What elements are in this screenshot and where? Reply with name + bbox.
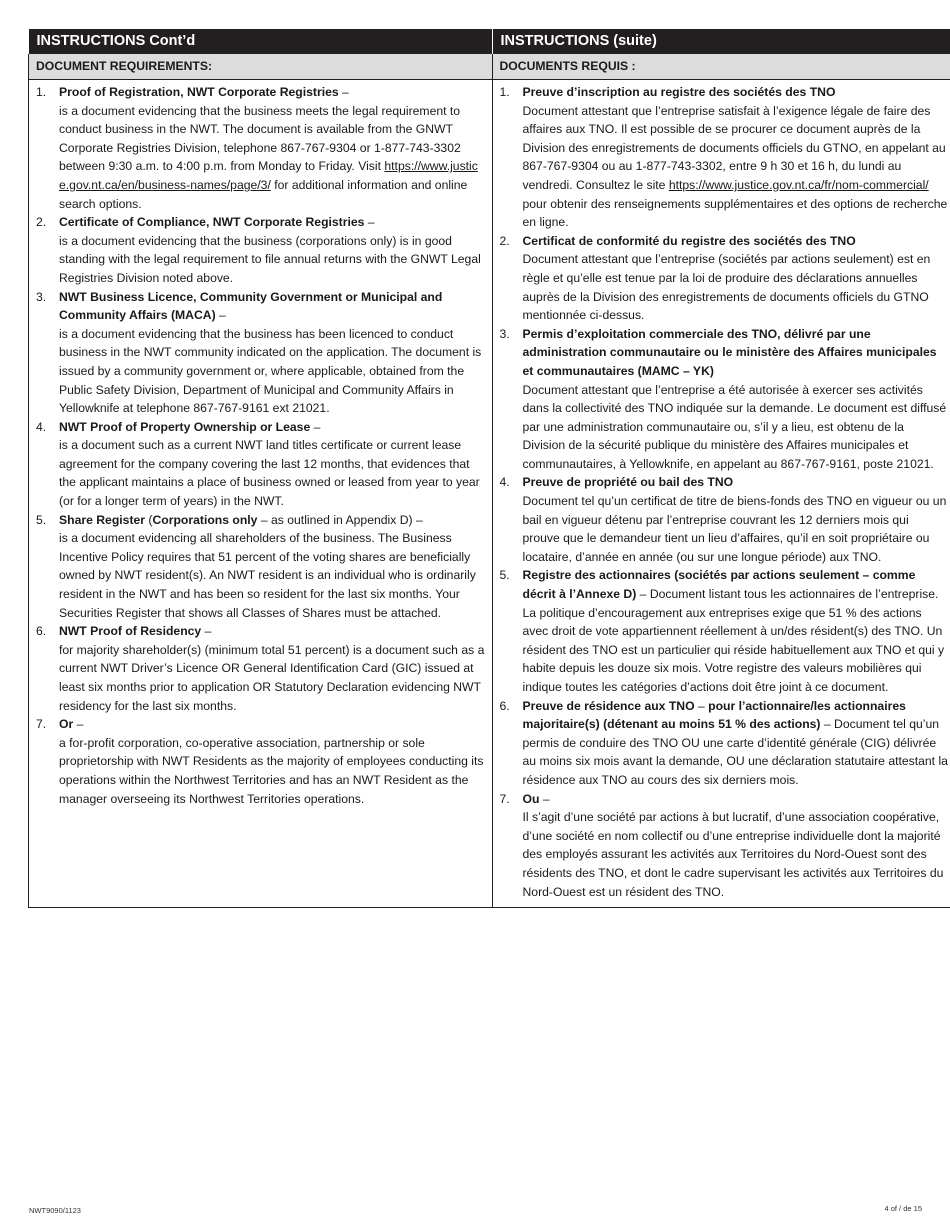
list-item: 2. Certificate of Compliance, NWT Corporate Registries – is a document evidencing that the business (corporations only) is in good standing with the legal requirement to file annual returns with the GNWT Legal Registries Division noted above. (36, 215, 481, 285)
french-requirements (492, 80, 950, 908)
item-title: Ou (522, 791, 540, 806)
form-code: NWT9090/1123 (29, 1206, 81, 1215)
list-item: 4. Preuve de propriété ou bail des TNO Document tel qu’un certificat de titre de biens-fonds des TNO en vigueur ou un bail en vigueur détenu par l’entreprise couvrant les 12 derniers mois qui prouve que le demandeur tient un lieu d’affaires, qu’il en soit propriétaire ou locataire, d’année en année (ou sur une longue période) aux TNO. (499, 475, 947, 564)
english-requirements (29, 80, 493, 908)
list-item: 7. Ou – Il s’agit d’une société par actions à but lucratif, d’une association coopérative, d’une société en nom collectif ou d’une entreprise individuelle dont la majorité des employés assurant les activités aux Territoires du Nord-Ouest sont des résidents des TNO, et dont le cadre supervisant les activités aux Territoires du Nord-Ouest est un résident des TNO. (499, 791, 944, 899)
item-text: Document attestant que l’entreprise a été autorisée à exercer ses activités dans la collectivité des TNO indiquée sur la demande. Le document est diffusé par une administration communautaire ou, s’il y a lieu, est obtenu de la Division de la sécurité publique du ministère des Affaires municipales et communautaires, à Yellowknife, en appelant au 867-767-9161, poste 21021. (522, 382, 947, 471)
item-title: NWT Proof of Residency (59, 624, 202, 639)
item-title: Preuve d’inscription au registre des sociétés des TNO (522, 85, 836, 99)
item-text: – Document tel qu’un permis de conduire des TNO OU une carte d’identité générale (CIG) délivrée au moins six mois avant la demande, OU une déclaration statutaire attestant la résidence aux TNO au cours des six derniers mois. (522, 717, 948, 787)
page-number: 4 of / de 15 (884, 1204, 922, 1213)
item-text: Il s’agit d’une société par actions à but lucratif, d’une association coopérative, d’une société en nom collectif ou d’une entreprise individuelle dont la majorité des employés assurant les activités aux Territoires du Nord-Ouest sont des résidents des TNO, et dont le cadre supervisant les activités aux Territoires du Nord-Ouest est un résident des TNO. (522, 810, 944, 899)
item-text: is a document evidencing that the business (corporations only) is in good standing with the legal requirement to file annual returns with the GNWT Legal Registries Division noted above. (59, 233, 481, 285)
list-item: 6. Preuve de résidence aux TNO – pour l’actionnaire/les actionnaires majoritaire(s) (détenant au moins 51 % des actions) – Document tel qu’un permis de conduire des TNO OU une carte d’identité générale (CIG) délivrée au moins six mois avant la demande, OU une déclaration statutaire attestant la résidence aux TNO au cours des six derniers mois. (499, 698, 948, 787)
english-header: INSTRUCTIONS Cont’d (29, 29, 493, 54)
item-title: Preuve de propriété ou bail des TNO (522, 475, 734, 490)
list-item: 7. Or – a for-profit corporation, co-operative association, partnership or sole proprietorship with NWT Residents as the majority of employees conducting its operations within the Northwest Territories and has an NWT Resident as the manager overseeing its Northwest Territories operations. (36, 717, 484, 806)
french-header: INSTRUCTIONS (suite) (492, 29, 950, 54)
item-title: NWT Business Licence, Community Government or Municipal and Community Affairs (MACA) (59, 289, 443, 323)
list-item: 1. Preuve d’inscription au registre des sociétés des TNO Document attestant que l’entreprise satisfait à l’exigence légale de faire des affaires aux TNO. Il est possible de se procurer ce document auprès de la Division des enregistrements de documents officiels du GTNO, en appelant au 867-767-9304 ou au 1-877-743-3302, entre 9 h 30 et 16 h, du lundi au vendredi. Consultez le site https://www.justice.gov.nt.ca/fr/nom-commercial/ pour obtenir des renseignements supplémentaires et des options de recherche en ligne. (499, 85, 948, 230)
item-text: for majority shareholder(s) (minimum total 51 percent) is a document such as a current NWT Driver’s Licence OR General Identification Card (GIC) issued at least six months prior to application OR Statutory Declaration evidencing NWT residency for the last six months. (59, 642, 485, 713)
item-text: Document attestant que l’entreprise (sociétés par actions seulement) est en règle et qu’elle est tenue par la loi de produire des déclarations annuelles auprès de la Division des enregistrements de documents officiels du GTNO mentionnée ci-dessus. (522, 252, 931, 323)
item-text: is a document evidencing that the business has been licenced to conduct business in the NWT community indicated on the application. The document is issued by a community government or, where applicable, obtained from the Public Safety Division, Department of Municipal and Community Affairs in Yellowknife at telephone 867-767-9161 ext 21021. (59, 326, 482, 416)
list-item: 5. Share Register (Corporations only – as outlined in Appendix D) – is a document evidencing all shareholders of the business. The Business Incentive Policy requires that 51 percent of the voting shares are beneficially owned by NWT resident(s). An NWT resident is an individual who is ordinarily resident in the NWT and has been so resident for the last six months. Your Securities Register that shows all Classes of Shares must be attached. (36, 512, 476, 620)
item-text: is a document evidencing that the business meets the legal requirement to conduct business in the NWT. The document is available from the GNWT Corporate Registries Division, telephone 867-767-9304 or 1-877-743-3302 between 9:30 a.m. to 4:00 p.m. from Monday to Friday. Visit (59, 103, 461, 174)
list-item: 4. NWT Proof of Property Ownership or Lease – is a document such as a current NWT land titles certificate or current lease agreement for the company covering the last 12 months, that evidences that the applicant maintains a place of business owned or leased from year to year (or for a longer term of years) in the NWT. (36, 419, 480, 509)
list-item: 5. Registre des actionnaires (sociétés par actions seulement – comme décrit à l’Annexe D) – Document listant tous les actionnaires de l’entreprise. La politique d’encouragement aux entreprises exige que 51 % des actions avec droit de vote appartiennent réellement à un/des résident(s) des TNO. Un résident des TNO est un particulier qui réside habituellement aux TNO et qui y habite depuis les douze six mois. Votre registre des valeurs mobilières qui indique toutes les catégories d’actions doit être joint à ce document. (499, 568, 945, 694)
list-item: 3. Permis d’exploitation commerciale des TNO, délivré par une administration communautaire ou le ministère des Affaires municipales et communautaires (MAMC – YK) Document attestant que l’entreprise a été autorisée à exercer ses activités dans la collectivité des TNO indiquée sur la demande. Le document est diffusé par une administration communautaire ou, s’il y a lieu, est obtenu de la Division de la sécurité publique du ministère des Affaires municipales et communautaires, à Yellowknife, en appelant au 867-767-9161, poste 21021. (499, 326, 947, 471)
instructions-table (28, 29, 950, 908)
item-title: Certificate of Compliance, NWT Corporate Registries (59, 215, 365, 230)
list-item: 1. Proof of Registration, NWT Corporate Registries – is a document evidencing that the business meets the legal requirement to conduct business in the NWT. The document is available from the GNWT Corporate Registries Division, telephone 867-767-9304 or 1-877-743-3302 between 9:30 a.m. to 4:00 p.m. from Monday to Friday. Visit https://www.justice.gov.nt.ca/en/business-names/page/3/ for additional information and online search options. (36, 85, 478, 211)
item-title: Share Register (59, 512, 146, 527)
english-subheader: DOCUMENT REQUIREMENTS: (29, 54, 493, 80)
item-title: Preuve de résidence aux TNO (522, 698, 695, 713)
item-title: Registre des actionnaires (sociétés par actions seulement – comme décrit à l’Annexe D) (522, 568, 916, 602)
item-title: Proof of Registration, NWT Corporate Registries (59, 85, 339, 99)
item-text: is a document evidencing all shareholders of the business. The Business Incentive Policy requires that 51 percent of the voting shares are beneficially owned by NWT resident(s). An NWT resident is an individual who is ordinarily resident in the NWT and has been so resident for the last six months. Your Securities Register that shows all Classes of Shares must be attached. (59, 531, 476, 620)
item-text: Document tel qu’un certificat de titre de biens-fonds des TNO en vigueur ou un bail en vigueur détenu par l’entreprise couvrant les 12 derniers mois qui prouve que le demandeur tient un lieu d’affaires, qu’il en soit propriétaire ou locataire, d’année en année (ou sur une longue période) aux TNO. (522, 494, 947, 564)
list-item: 2. Certificat de conformité du registre des sociétés des TNO Document attestant que l’entreprise (sociétés par actions seulement) est en règle et qu’elle est tenue par la loi de produire des déclarations annuelles auprès de la Division des enregistrements de documents officiels du GTNO mentionnée ci-dessus. (499, 233, 931, 323)
item-title: Certificat de conformité du registre des sociétés des TNO (522, 233, 856, 248)
item-title: Permis d’exploitation commerciale des TNO, délivré par une administration communautaire ou le ministère des Affaires municipales et communautaires (MAMC – YK) (522, 326, 937, 378)
list-item: 6. NWT Proof of Residency – for majority shareholder(s) (minimum total 51 percent) is a document such as a current NWT Driver’s Licence OR General Identification Card (GIC) issued at least six months prior to application OR Statutory Declaration evidencing NWT residency for the last six months. (36, 624, 485, 713)
item-text: a for-profit corporation, co-operative association, partnership or sole proprietorship with NWT Residents as the majority of employees conducting its operations within the Northwest Territories and has an NWT Resident as the manager overseeing its Northwest Territories operations. (59, 735, 484, 806)
list-item: 3. NWT Business Licence, Community Government or Municipal and Community Affairs (MACA) – is a document evidencing that the business has been licenced to conduct business in the NWT community indicated on the application. The document is issued by a community government or, where applicable, obtained from the Public Safety Division, Department of Municipal and Community Affairs in Yellowknife at telephone 867-767-9161 ext 21021. (36, 289, 482, 416)
item-text: is a document such as a current NWT land titles certificate or current lease agreement for the company covering the last 12 months, that evidences that the applicant maintains a place of business owned or leased from year to year (or for a longer term of years) in the NWT. (59, 438, 480, 509)
item-text: Document attestant que l’entreprise satisfait à l’exigence légale de faire des affaires aux TNO. Il est possible de se procurer ce document auprès de la Division des enregistrements de documents officiels du GTNO, en appelant au 867-767-9304 ou au 1-877-743-3302, entre 9 h 30 et 16 h, du lundi au vendredi. Consultez le site (522, 103, 946, 192)
french-subheader: DOCUMENTS REQUIS : (492, 54, 950, 80)
registry-link[interactable]: https://www.justice.gov.nt.ca/fr/nom-commercial/ (668, 177, 929, 192)
item-title: NWT Proof of Property Ownership or Lease (59, 419, 311, 434)
item-text: – Document listant tous les actionnaires de l’entreprise. La politique d’encouragement aux entreprises exige que 51 % des actions avec droit de vote appartiennent réellement à un/des résident(s) des TNO. Un résident des TNO est un particulier qui réside habituellement aux TNO et qui y habite depuis les douze six mois. Votre registre des valeurs mobilières qui indique toutes les catégories d’actions doit être joint à ce document. (522, 587, 945, 694)
registry-link[interactable]: https://www.justice.gov.nt.ca/en/business-names/page/3/ (59, 159, 478, 192)
item-title: Or (59, 717, 74, 732)
